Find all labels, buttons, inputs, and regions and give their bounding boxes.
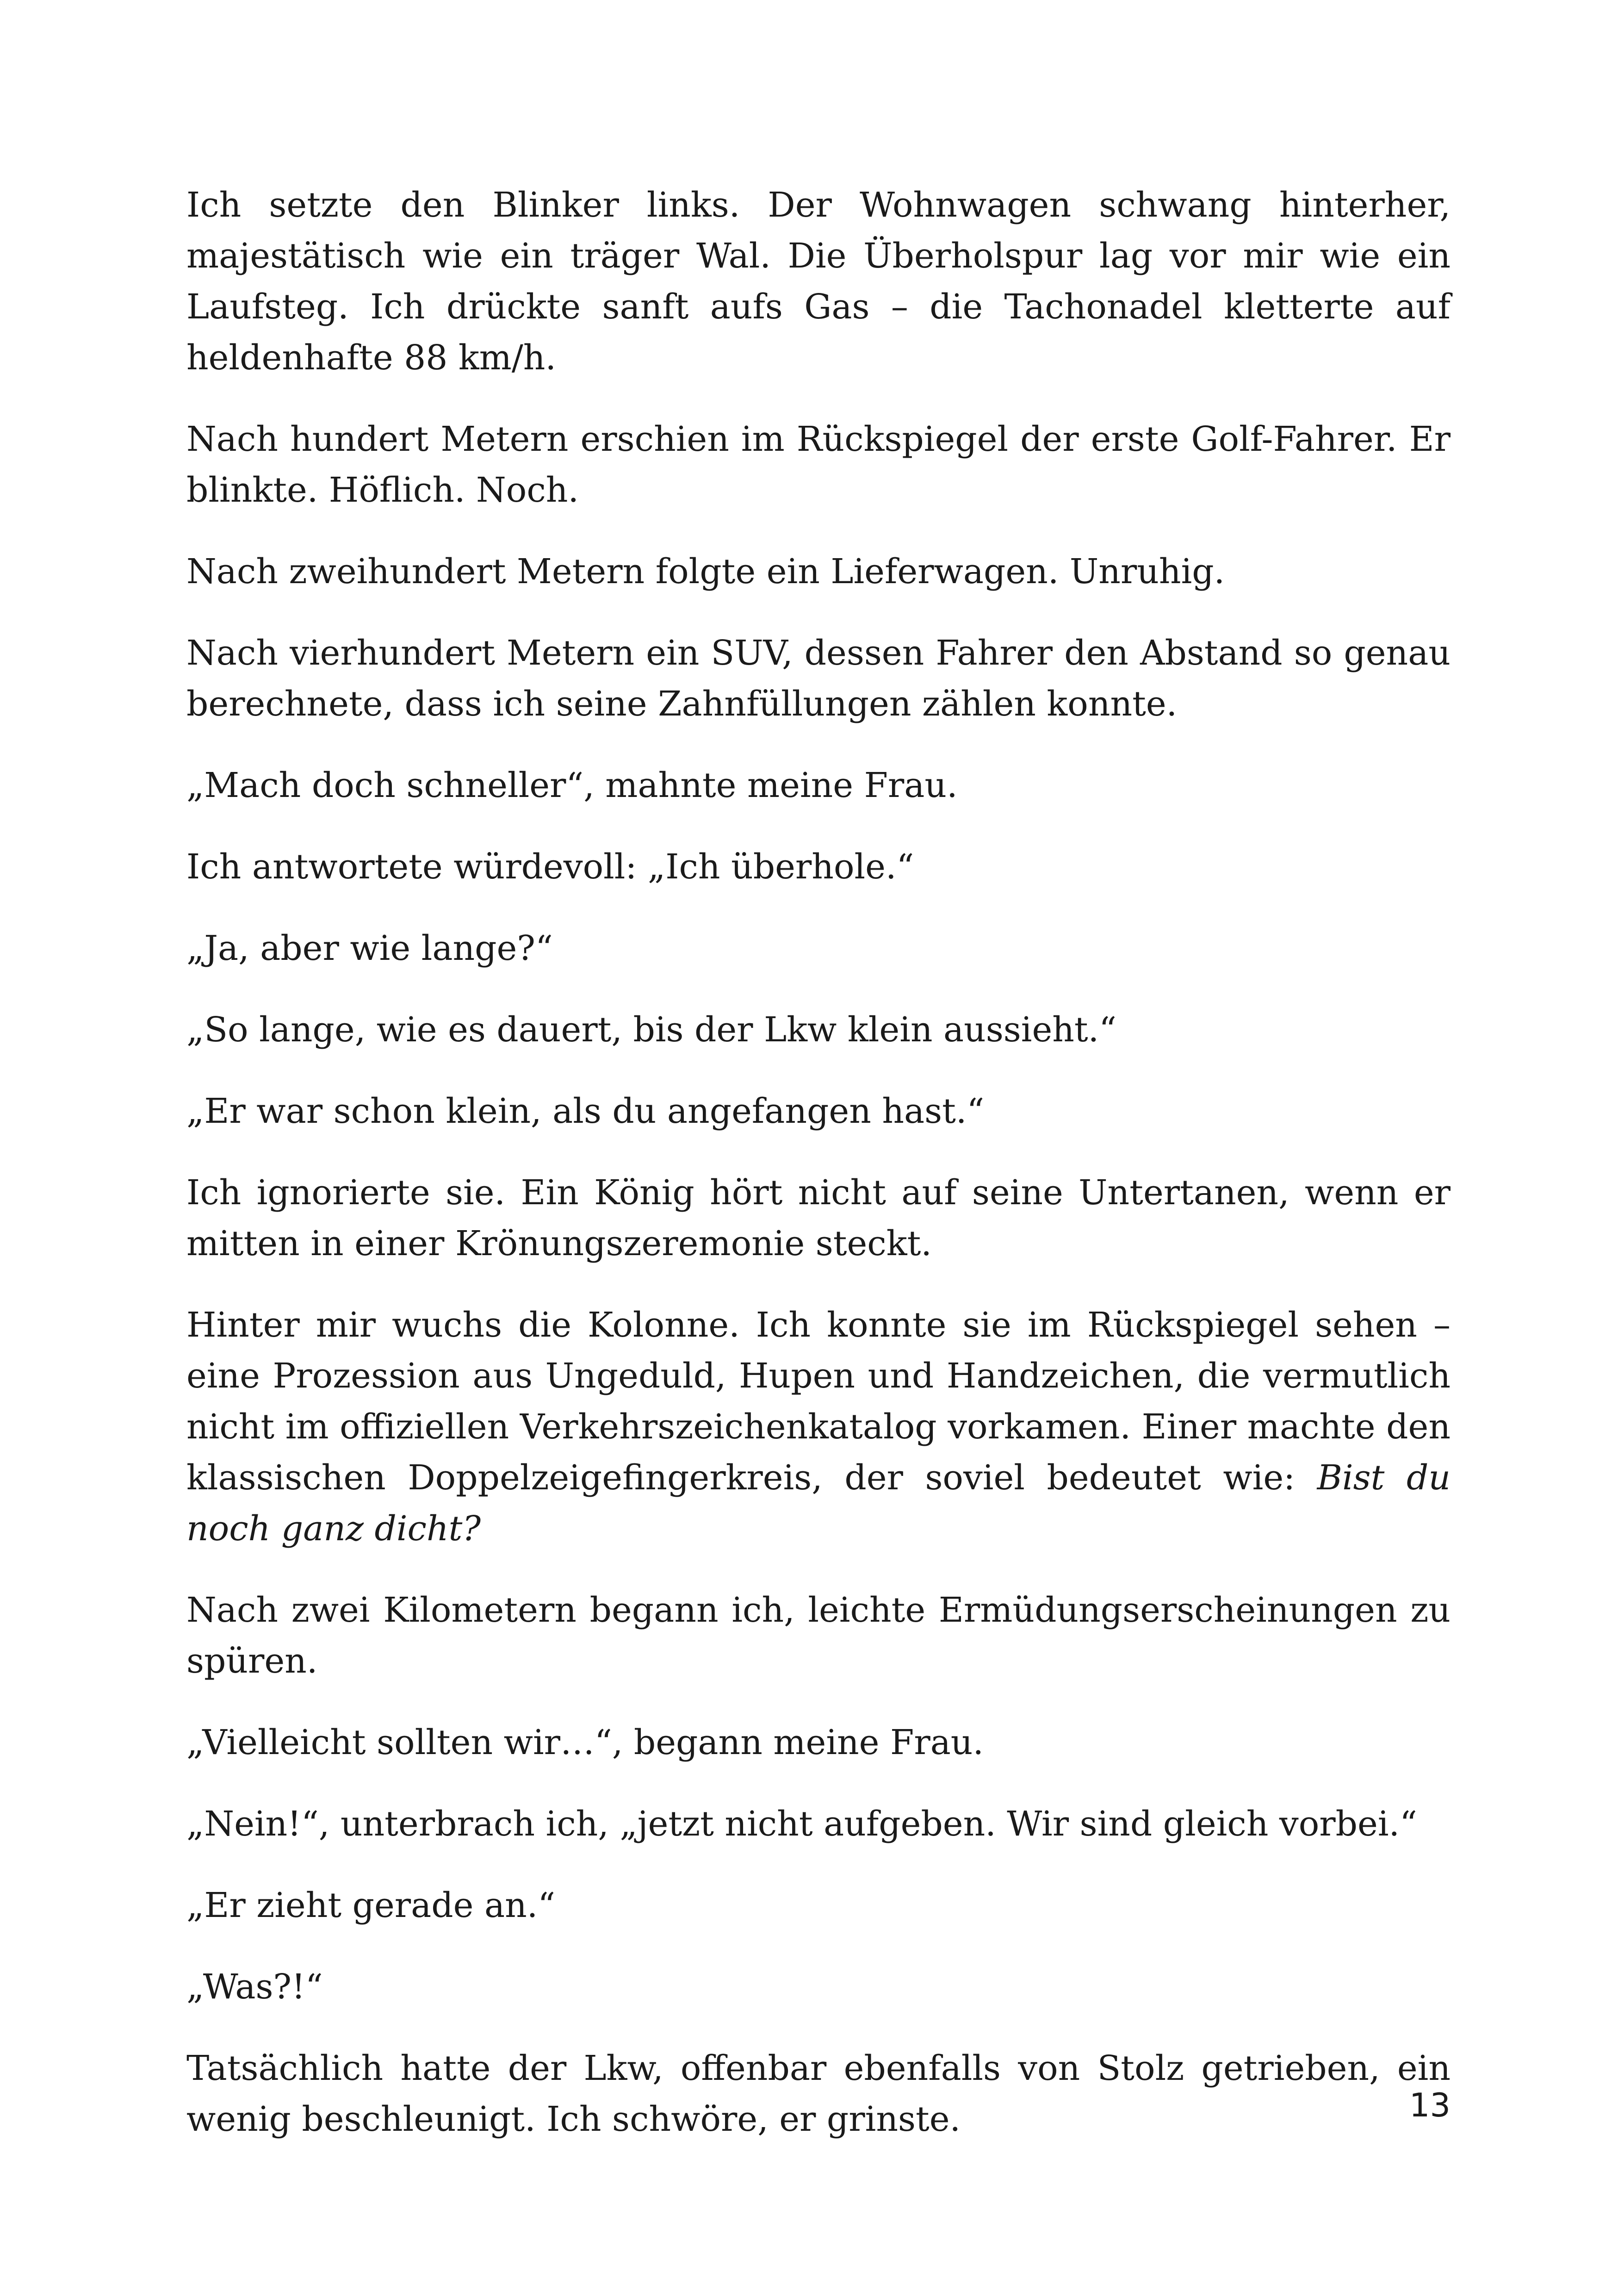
paragraph: Nach zwei Kilometern begann ich, leichte Ermüdungserscheinungen zu spüren. <box>186 1590 1451 1681</box>
paragraph: Tatsächlich hatte der Lkw, offenbar ebenfalls von Stolz getrieben, ein wenig beschleunigt. Ich schwöre, er grinste. <box>186 2048 1451 2139</box>
paragraph: „Nein!“, unterbrach ich, „jetzt nicht aufgeben. Wir sind gleich vorbei.“ <box>186 1804 1417 1844</box>
body-text <box>186 180 1451 2175</box>
paragraph: „Er zieht gerade an.“ <box>186 1885 556 1925</box>
paragraph: Ich setzte den Blinker links. Der Wohnwagen schwang hinterher, majestätisch wie ein träger Wal. Die Überholspur lag vor mir wie ein Laufsteg. Ich drückte sanft aufs Gas – die Tachonadel kletterte auf heldenhafte 88 km/h. <box>186 185 1451 378</box>
paragraph-text: Hinter mir wuchs die Kolonne. Ich konnte sie im Rückspiegel sehen – eine Prozession aus Ungeduld, Hupen und Handzeichen, die vermutlich nicht im offiziellen Verkehrszeichenkatalog vorkamen. Einer machte den klassischen Doppelzeigefingerkreis, der soviel bedeutet wie: <box>186 1305 1451 1498</box>
paragraph: Ich antwortete würdevoll: „Ich überhole.“ <box>186 847 914 887</box>
paragraph: Ich ignorierte sie. Ein König hört nicht auf seine Untertanen, wenn er mitten in einer Krönungszeremonie steckt. <box>186 1173 1451 1263</box>
paragraph <box>186 1300 1451 1554</box>
paragraph: „Er war schon klein, als du angefangen hast.“ <box>186 1091 985 1131</box>
paragraph: „Mach doch schneller“, mahnte meine Frau. <box>186 765 958 805</box>
page-number: 13 <box>1409 2086 1451 2124</box>
italic-quote: Bist du noch ganz dicht? <box>186 1458 1451 1549</box>
paragraph: „Vielleicht sollten wir…“, begann meine Frau. <box>186 1723 984 1762</box>
paragraph: „Was?!“ <box>186 1967 323 2007</box>
paragraph: „So lange, wie es dauert, bis der Lkw klein aussieht.“ <box>186 1010 1116 1050</box>
paragraph: Nach hundert Metern erschien im Rückspiegel der erste Golf-Fahrer. Er blinkte. Höflich. Noch. <box>186 419 1451 510</box>
paragraph: „Ja, aber wie lange?“ <box>186 928 553 968</box>
paragraph: Nach zweihundert Metern folgte ein Lieferwagen. Unruhig. <box>186 552 1225 591</box>
paragraph: Nach vierhundert Metern ein SUV, dessen Fahrer den Abstand so genau berechnete, dass ich seine Zahnfüllungen zählen konnte. <box>186 633 1451 724</box>
